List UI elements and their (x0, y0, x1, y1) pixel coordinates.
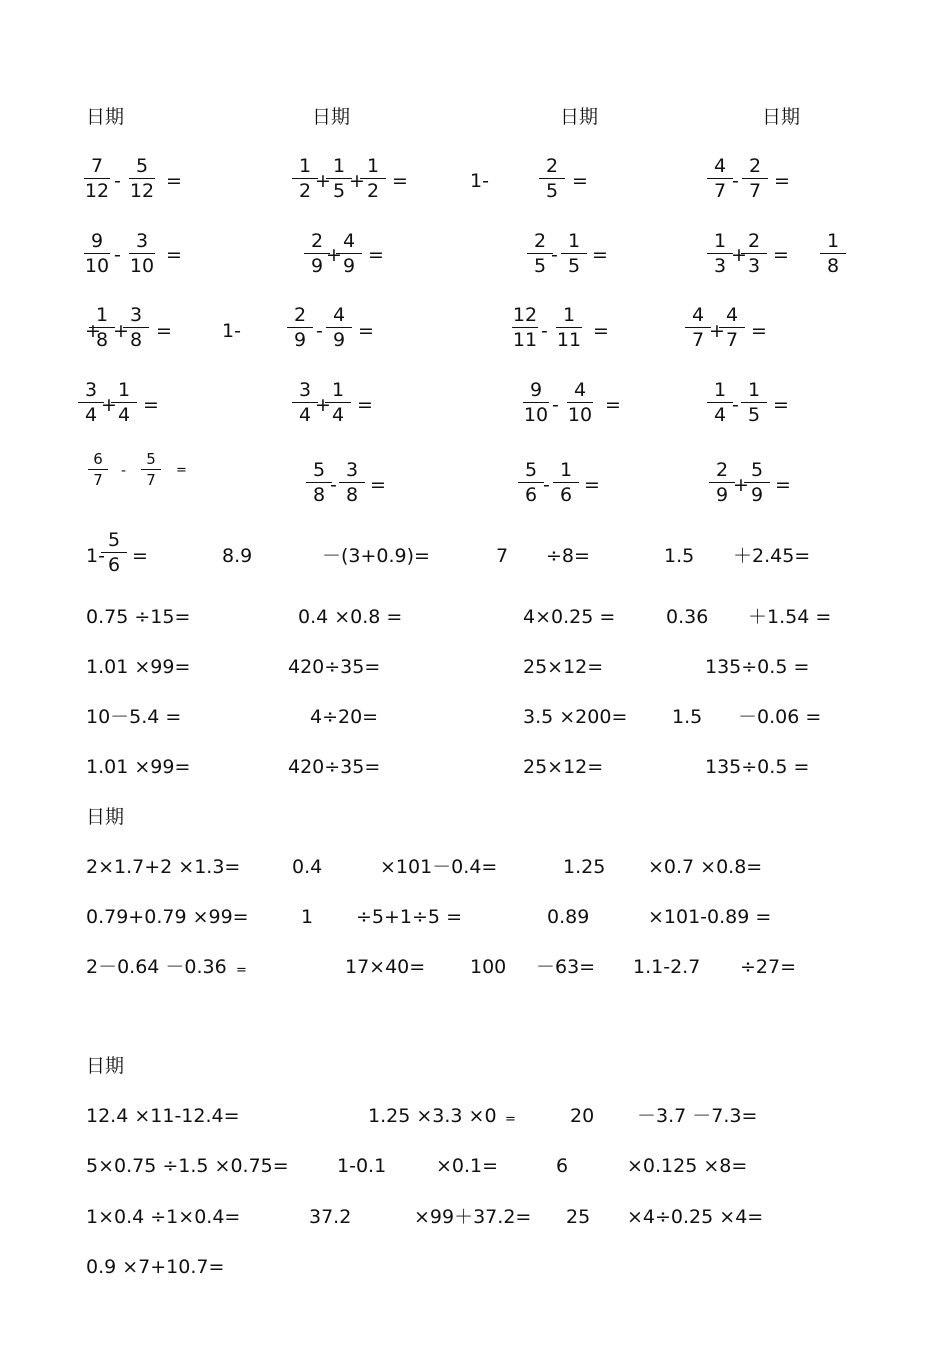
problem-text: －3.7 －7.3= (637, 1105, 758, 1127)
fraction: 9 10 (523, 379, 549, 426)
equals-sign: = (505, 1112, 516, 1127)
fraction: 1 4 (107, 379, 141, 426)
operator: + (113, 320, 129, 342)
operator: 1- (470, 170, 489, 192)
date-label: 日期 (86, 806, 125, 828)
date-label: 日期 (762, 106, 801, 128)
problem-text: 6 (556, 1155, 569, 1177)
fraction: 1 8 (816, 230, 850, 277)
equals-sign: = (605, 394, 621, 416)
fraction: 3 8 (335, 459, 369, 506)
problem-text: ×101-0.89 = (648, 906, 772, 928)
fraction: 7 12 (84, 155, 110, 202)
problem-text: 4×0.25 = (523, 606, 616, 628)
problem-text: 1.25 ×3.3 ×0 (368, 1105, 497, 1127)
operator: 1- (86, 545, 105, 567)
problem-text: 25 (566, 1206, 591, 1228)
problem-text: ×0.1= (436, 1155, 499, 1177)
operator: - (114, 170, 121, 192)
problem-text: ×0.7 ×0.8= (648, 856, 763, 878)
equals-sign: = (774, 170, 790, 192)
operator: + (709, 320, 725, 342)
fraction: 2 5 (523, 230, 557, 277)
fraction: 3 10 (129, 230, 155, 277)
date-label: 日期 (560, 106, 599, 128)
fraction: 4 7 (703, 155, 737, 202)
problem-text: 420÷35= (288, 756, 381, 778)
problem-text: 12.4 ×11-12.4= (86, 1105, 240, 1127)
equals-sign: = (572, 170, 588, 192)
problem-text: ×0.125 ×8= (627, 1155, 748, 1177)
problem-text: 1 (301, 906, 314, 928)
operator: - (732, 394, 739, 416)
fraction: 4 7 (681, 304, 715, 351)
problem-text: 25×12= (523, 756, 604, 778)
equals-sign: = (357, 394, 373, 416)
fraction: 4 9 (332, 230, 366, 277)
problem-text: 1.25 (563, 856, 606, 878)
date-label: 日期 (312, 106, 351, 128)
operator: + (315, 394, 331, 416)
problem-text: 0.9 ×7+10.7= (86, 1256, 225, 1278)
problem-text: 0.4 (292, 856, 323, 878)
equals-sign: = (176, 463, 187, 478)
operator: - (551, 244, 558, 266)
fraction: 2 9 (283, 304, 317, 351)
equals-sign: = (368, 244, 384, 266)
equals-sign: = (166, 170, 182, 192)
problem-text: 17×40= (345, 956, 426, 978)
problem-text: 7 (496, 545, 509, 567)
equals-sign: = (392, 170, 408, 192)
problem-text: 0.36 (666, 606, 709, 628)
fraction: 5 9 (740, 459, 774, 506)
problem-text: 135÷0.5 = (705, 656, 810, 678)
problem-text: 10－5.4 = (86, 706, 182, 728)
problem-text: 1×0.4 ÷1×0.4= (86, 1206, 241, 1228)
problem-text: ×101－0.4= (380, 856, 498, 878)
fraction: 1 5 (557, 230, 591, 277)
problem-text: 1.01 ×99= (86, 756, 191, 778)
problem-text: 1.5 (664, 545, 695, 567)
fraction: 1 8 (85, 304, 119, 351)
fraction: 5 12 (129, 155, 155, 202)
fraction: 2 7 (738, 155, 772, 202)
fraction: 5 7 (134, 450, 168, 489)
fraction: 2 9 (705, 459, 739, 506)
fraction: 3 4 (74, 379, 108, 426)
equals-sign: = (132, 545, 148, 567)
problem-text: ×4÷0.25 ×4= (627, 1206, 764, 1228)
fraction: 1 11 (556, 304, 582, 351)
fraction: 9 10 (84, 230, 110, 277)
equals-sign: = (370, 474, 386, 496)
fraction: 4 9 (322, 304, 356, 351)
operator: + (349, 170, 365, 192)
operator: + (731, 244, 747, 266)
date-label: 日期 (86, 1055, 125, 1077)
fraction: 1 3 (703, 230, 737, 277)
problem-text: 100 (470, 956, 507, 978)
problem-text: ＋1.54 = (748, 606, 832, 628)
problem-text: 420÷35= (288, 656, 381, 678)
equals-sign: = (592, 244, 608, 266)
equals-sign: = (773, 244, 789, 266)
operator: - (552, 394, 559, 416)
problem-text: 4÷20= (310, 706, 379, 728)
fraction: 5 6 (514, 459, 548, 506)
fraction: 1 4 (703, 379, 737, 426)
problem-text: 0.75 ÷15= (86, 606, 191, 628)
operator: - (732, 170, 739, 192)
problem-text: 8.9 (222, 545, 253, 567)
operator: + (85, 320, 101, 342)
problem-text: 1-0.1 (337, 1155, 387, 1177)
problem-text: －0.06 = (738, 706, 822, 728)
equals-sign: = (143, 394, 159, 416)
operator: - (114, 244, 121, 266)
date-label: 日期 (86, 106, 125, 128)
problem-text: －63= (536, 956, 596, 978)
operator: - (330, 474, 337, 496)
operator: - (316, 320, 323, 342)
problem-text: 0.89 (547, 906, 590, 928)
problem-text: 1.5 (672, 706, 703, 728)
problem-text: 5×0.75 ÷1.5 ×0.75= (86, 1155, 289, 1177)
equals-sign: = (166, 244, 182, 266)
equals-sign: = (584, 474, 600, 496)
problem-text: ＋2.45= (733, 545, 811, 567)
problem-text: 0.79+0.79 ×99= (86, 906, 249, 928)
operator: - (543, 474, 550, 496)
fraction: 4 7 (715, 304, 749, 351)
fraction: 1 5 (322, 155, 356, 202)
fraction: 3 4 (288, 379, 322, 426)
fraction: 2 5 (535, 155, 569, 202)
fraction: 5 8 (302, 459, 336, 506)
fraction: 1 6 (549, 459, 583, 506)
fraction: 5 6 (97, 529, 131, 576)
problem-text: ÷8= (546, 545, 590, 567)
fraction: 1 2 (288, 155, 322, 202)
problem-text: 1.01 ×99= (86, 656, 191, 678)
equals-sign: = (156, 320, 172, 342)
fraction: 2 3 (737, 230, 771, 277)
operator: + (101, 394, 117, 416)
problem-text: ÷5+1÷5 = (356, 906, 462, 928)
problem-text: 3.5 ×200= (523, 706, 628, 728)
problem-text: ÷27= (740, 956, 797, 978)
operator: - (121, 463, 127, 479)
problem-text: 2×1.7+2 ×1.3= (86, 856, 241, 878)
fraction: 6 7 (81, 450, 115, 489)
fraction: 12 11 (512, 304, 538, 351)
equals-sign: = (593, 320, 609, 342)
problem-text: 25×12= (523, 656, 604, 678)
operator: - (541, 320, 548, 342)
fraction: 4 10 (567, 379, 593, 426)
fraction: 2 9 (300, 230, 334, 277)
equals-sign: = (773, 394, 789, 416)
problem-text: 37.2 (309, 1206, 352, 1228)
equals-sign: = (236, 963, 247, 978)
problem-text: 20 (570, 1105, 595, 1127)
equals-sign: = (775, 474, 791, 496)
problem-text: 1.1-2.7 (633, 956, 701, 978)
fraction: 1 2 (356, 155, 390, 202)
operator: + (326, 244, 342, 266)
problem-text: 0.4 ×0.8 = (298, 606, 403, 628)
problem-text: ×99＋37.2= (414, 1206, 532, 1228)
fraction: 1 5 (737, 379, 771, 426)
equals-sign: = (751, 320, 767, 342)
operator: + (315, 170, 331, 192)
fraction: 1 4 (321, 379, 355, 426)
operator: + (733, 474, 749, 496)
fraction: 3 8 (119, 304, 153, 351)
equals-sign: = (358, 320, 374, 342)
operator: 1- (222, 320, 241, 342)
problem-text: －(3+0.9)= (322, 545, 430, 567)
problem-text: 2－0.64 －0.36 (86, 956, 227, 978)
problem-text: 135÷0.5 = (705, 756, 810, 778)
